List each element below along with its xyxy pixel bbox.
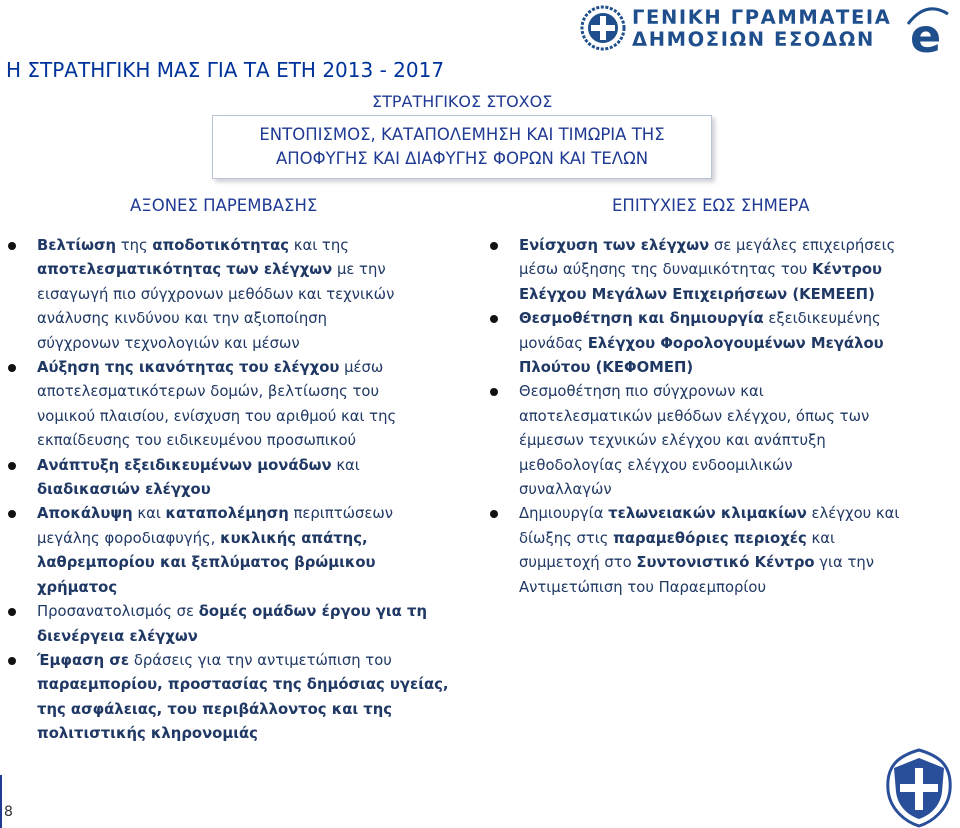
- text-run: Ελέγχου Φορολογουμένων Μεγάλου: [587, 334, 884, 352]
- text-run: τελωνειακών κλιμακίων: [608, 505, 807, 523]
- text-line: αποτελεσματικότερων δομών, βελτίωσης του: [37, 383, 380, 401]
- text-run: αποτελεσματικότητας των: [37, 261, 264, 279]
- text-run: και: [806, 529, 835, 547]
- text-run: μεγάλης φοροδιαφυγής,: [37, 529, 221, 547]
- e-logo-icon: [898, 4, 954, 56]
- text-run: μέσω αύξησης της δυναμικότητας του: [519, 261, 813, 279]
- list-item: [8, 356, 458, 454]
- text-run: Προσανατολισμός σε: [37, 603, 199, 621]
- goal-line-2: ΑΠΟΦΥΓΗΣ ΚΑΙ ΔΙΑΦΥΓΗΣ ΦΟΡΩΝ ΚΑΙ ΤΕΛΩΝ: [275, 149, 649, 168]
- strategic-goal-box: [212, 115, 712, 179]
- text-line: αποτελεσματικών μεθόδων ελέγχου, όπως των: [519, 407, 870, 425]
- text-run: μονάδας: [519, 334, 588, 352]
- text-run: περιπτώσεων: [288, 505, 394, 523]
- text-run: και: [331, 456, 360, 474]
- text-run: και της: [289, 237, 349, 254]
- text-run: Αποκάλυψη: [37, 505, 133, 523]
- text-line: μεθοδολογίας ελέγχου ενδοομιλικών: [519, 456, 793, 474]
- text-line: Αντιμετώπιση του Παραεμπορίου: [519, 578, 767, 596]
- greek-seal-icon: [580, 5, 626, 51]
- list-item: [8, 454, 458, 503]
- list-item: [8, 234, 458, 356]
- bullet-icon: [8, 364, 16, 372]
- left-accent-bar: [0, 775, 2, 828]
- text-run: Κέντρου: [812, 261, 883, 279]
- text-line: πολιτιστικής κληρονομιάς: [37, 725, 258, 743]
- bullet-icon: [8, 657, 16, 665]
- text-run: δράσεις για την αντιμετώπιση του: [129, 651, 392, 669]
- text-run: Συντονιστικό Κέντρο: [636, 554, 815, 572]
- text-line: χρήματος: [37, 578, 118, 596]
- page-number: 8: [4, 804, 13, 820]
- text-line: ανάλυσης κινδύνου και την αξιοποίηση: [37, 310, 328, 328]
- text-line: Πλούτου (ΚΕΦΟΜΕΠ): [519, 359, 694, 377]
- bullet-icon: [8, 242, 16, 250]
- list-item: [490, 380, 960, 502]
- text-run: και: [132, 505, 166, 523]
- text-run: Έμφαση σε: [37, 651, 130, 669]
- text-line: νομικού πλαισίου, ενίσχυση του αριθμού και της: [37, 407, 397, 425]
- text-line: εισαγωγή πιο σύγχρονων μεθόδων και τεχνικών: [37, 285, 395, 303]
- text-run: Δημιουργία: [519, 505, 609, 523]
- text-run: δίωξης στις: [519, 529, 614, 547]
- text-run: καταπολέμηση: [165, 505, 289, 523]
- text-run: συμμετοχή στο: [519, 554, 637, 572]
- page-title: Η ΣΤΡΑΤΗΓΙΚΗ ΜΑΣ ΓΙΑ ΤΑ ΕΤΗ 2013 - 2017: [6, 58, 445, 82]
- list-item: [490, 502, 960, 600]
- bullet-icon: [8, 608, 16, 616]
- intervention-axes-list: [8, 234, 458, 747]
- text-run: ελέγχων: [263, 261, 333, 279]
- logo-line-1: ΓΕΝΙΚΗ ΓΡΑΜΜΑΤΕΙΑ: [632, 6, 892, 29]
- achievements-list: [490, 234, 960, 600]
- text-run: Βελτίωση: [37, 237, 117, 254]
- greek-seal-icon: [880, 746, 958, 828]
- left-column-heading: ΑΞΟΝΕΣ ΠΑΡΕΜΒΑΣΗΣ: [130, 196, 318, 215]
- text-run: Ανάπτυξη εξειδικευμένων μονάδων: [37, 456, 332, 474]
- list-item: [490, 307, 960, 380]
- text-line: συναλλαγών: [519, 481, 612, 499]
- text-line: Θεσμοθέτηση πιο σύγχρονων και: [519, 383, 764, 401]
- text-run: με την: [332, 261, 386, 279]
- text-run: Αύξηση της ικανότητας του ελέγχου: [37, 359, 340, 377]
- bullet-icon: [490, 388, 498, 396]
- text-line: διαδικασιών ελέγχου: [37, 481, 211, 499]
- logo-text: [632, 7, 891, 51]
- text-run: της: [116, 237, 153, 254]
- text-run: Ενίσχυση των ελέγχων: [519, 237, 710, 254]
- list-item: [490, 234, 960, 307]
- text-run: κυκλικής απάτης,: [220, 529, 368, 547]
- bullet-icon: [490, 315, 498, 323]
- text-line: εκπαίδευσης του ειδικευμένου προσωπικού: [37, 432, 357, 450]
- text-run: μέσω: [339, 359, 384, 377]
- text-run: παραμεθόριες περιοχές: [613, 529, 807, 547]
- text-run: ελέγχου και: [806, 505, 900, 523]
- text-run: αποδοτικότητας: [152, 237, 290, 254]
- text-run: εξειδικευμένης: [763, 310, 881, 328]
- logo-line-2: ΔΗΜΟΣΙΩΝ ΕΣΟΔΩΝ: [632, 28, 875, 51]
- text-line: σύγχρονων τεχνολογιών και μέσων: [37, 334, 300, 352]
- bullet-icon: [490, 510, 498, 518]
- strategic-goal-label: ΣΤΡΑΤΗΓΙΚΟΣ ΣΤΟΧΟΣ: [372, 92, 553, 111]
- list-item: [8, 649, 458, 747]
- text-line: Ελέγχου Μεγάλων Επιχειρήσεων (ΚΕΜΕΕΠ): [519, 285, 875, 303]
- list-item: [8, 502, 458, 600]
- bullet-icon: [8, 462, 16, 470]
- text-run: Θεσμοθέτηση και δημιουργία: [519, 310, 764, 328]
- list-item: [8, 600, 458, 649]
- text-run: για την: [814, 554, 875, 572]
- text-run: σε μεγάλες επιχειρήσεις: [709, 237, 896, 254]
- goal-line-1: ΕΝΤΟΠΙΣΜΟΣ, ΚΑΤΑΠΟΛΕΜΗΣΗ ΚΑΙ ΤΙΜΩΡΙΑ ΤΗΣ: [259, 125, 665, 144]
- text-line: της ασφάλειας, του περιβάλλοντος και της: [37, 700, 393, 718]
- text-run: δομές ομάδων έργου για τη: [198, 603, 427, 621]
- text-line: λαθρεμπορίου και ξεπλύματος βρώμικου: [37, 554, 376, 572]
- header-logo: [580, 4, 960, 56]
- logo-letter: e: [910, 9, 942, 56]
- bullet-icon: [490, 242, 498, 250]
- text-line: παραεμπορίου, προστασίας της δημόσιας υγείας,: [37, 676, 449, 694]
- bullet-icon: [8, 510, 16, 518]
- right-column-heading: ΕΠΙΤΥΧΙΕΣ ΕΩΣ ΣΗΜΕΡΑ: [612, 196, 810, 215]
- text-line: έμμεσων τεχνικών ελέγχου και ανάπτυξη: [519, 432, 826, 450]
- text-line: διενέργεια ελέγχων: [37, 627, 198, 645]
